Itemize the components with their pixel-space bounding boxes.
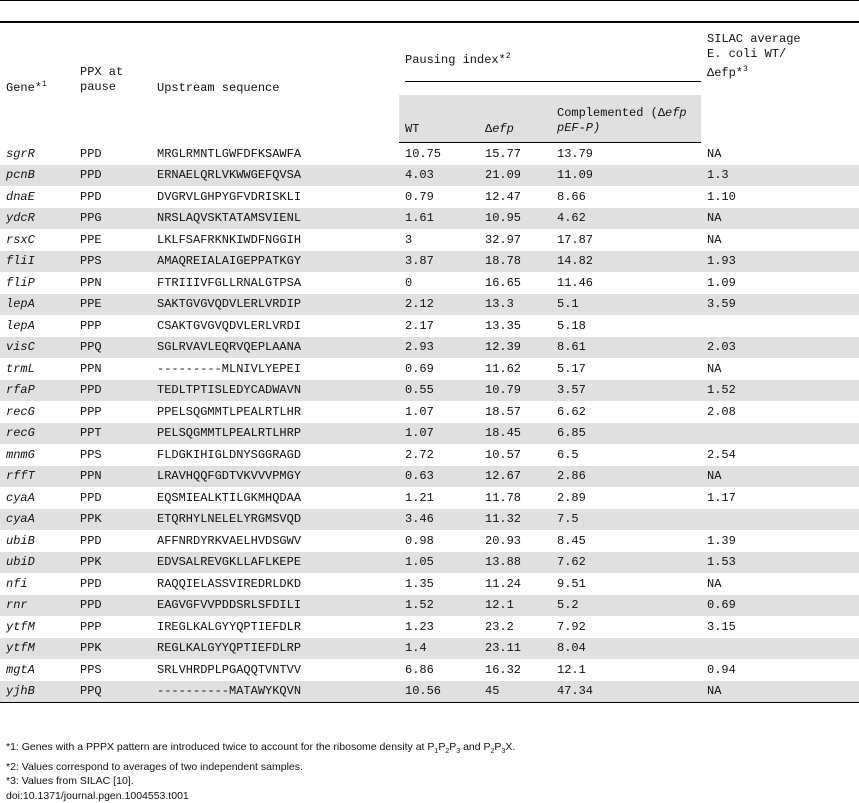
cell-silac — [701, 638, 859, 660]
cell-wt: 1.4 — [399, 638, 479, 660]
cell-comp: 3.57 — [551, 380, 701, 402]
cell-ppx: PPD — [74, 595, 151, 617]
table-row — [0, 530, 859, 552]
cell-defp: 18.45 — [479, 423, 551, 445]
cell-gene: ubiB — [6, 533, 35, 548]
top-rule — [0, 0, 859, 1]
cell-seq: ----------MATAWYKQVN — [151, 681, 399, 703]
table-row — [0, 294, 859, 316]
cell-ppx: PPQ — [74, 681, 151, 703]
cell-wt: 2.72 — [405, 447, 434, 462]
table-row — [0, 272, 859, 294]
cell-gene: lepA — [0, 294, 74, 316]
cell-wt: 1.35 — [405, 576, 434, 591]
cell-seq: ERNAELQRLVKWWGEFQVSA — [151, 165, 399, 187]
cell-defp: 11.32 — [479, 509, 551, 531]
col-silac: SILAC average E. coli WT/ Δefp*$^3$ — [707, 32, 801, 80]
col-complemented: Complemented (Δefp pEF-P) — [551, 95, 701, 143]
cell-ppx: PPP — [80, 318, 102, 333]
cell-comp: 11.09 — [551, 165, 701, 187]
cell-comp: 6.85 — [551, 423, 701, 445]
cell-defp: 16.65 — [485, 275, 522, 290]
cell-gene: rnr — [0, 595, 74, 617]
cell-silac: 1.17 — [707, 490, 736, 505]
cell-gene: ydcR — [0, 208, 74, 230]
table-row — [0, 509, 859, 531]
cell-seq: DVGRVLGHPYGFVDRISKLI — [157, 189, 302, 204]
table-row — [0, 444, 859, 466]
table-row — [0, 573, 859, 595]
cell-ppx: PPE — [80, 232, 102, 247]
cell-seq: CSAKTGVGVQDVLERLVRDI — [157, 318, 302, 333]
cell-wt: 2.93 — [399, 337, 479, 359]
table-row — [0, 401, 859, 423]
cell-comp: 9.51 — [557, 576, 586, 591]
footnote-3: *3: Values from SILAC [10]. — [6, 775, 134, 788]
cell-gene: recG — [0, 423, 74, 445]
cell-ppx: PPE — [74, 294, 151, 316]
cell-defp: 23.2 — [485, 619, 514, 634]
table-row — [0, 165, 859, 187]
cell-silac: NA — [707, 146, 722, 161]
cell-seq: AFFNRDYRKVAELHVDSGWV — [157, 533, 302, 548]
cell-defp: 12.1 — [479, 595, 551, 617]
cell-comp: 14.82 — [551, 251, 701, 273]
cell-ppx: PPD — [80, 490, 102, 505]
cell-ppx: PPK — [74, 638, 151, 660]
cell-gene: mgtA — [6, 662, 35, 677]
cell-comp: 6.62 — [557, 404, 586, 419]
col-defp: Δefp — [479, 95, 551, 143]
cell-seq: EAGVGFVVPDDSRLSFDILI — [151, 595, 399, 617]
cell-comp: 5.17 — [557, 361, 586, 376]
cell-wt: 2.17 — [405, 318, 434, 333]
cell-seq: EQSMIEALKTILGKMHQDAA — [157, 490, 302, 505]
cell-wt: 0.98 — [405, 533, 434, 548]
cell-defp: 12.47 — [485, 189, 522, 204]
cell-comp: 8.04 — [551, 638, 701, 660]
cell-wt: 1.21 — [405, 490, 434, 505]
table-row — [0, 380, 859, 402]
cell-ppx: PPD — [80, 533, 102, 548]
footnote-1: *1: Genes with a PPPX pattern are introduced twice to account for the ribosome density at $P_1P_2P_3$ and $P_2P_3X$. — [6, 741, 516, 756]
cell-wt: 0.55 — [399, 380, 479, 402]
cell-ppx: PPN — [74, 466, 151, 488]
cell-silac: 1.3 — [701, 165, 859, 187]
cell-gene: recG — [6, 404, 35, 419]
col-upstream: Upstream sequence — [157, 80, 280, 95]
cell-silac: 2.03 — [701, 337, 859, 359]
cell-wt: 10.75 — [405, 146, 442, 161]
cell-ppx: PPS — [80, 447, 102, 462]
cell-defp: 13.3 — [479, 294, 551, 316]
cell-seq: SGLRVAVLEQRVQEPLAANA — [151, 337, 399, 359]
cell-gene: pcnB — [0, 165, 74, 187]
cell-defp: 16.32 — [485, 662, 522, 677]
cell-wt: 0.63 — [399, 466, 479, 488]
cell-wt: 3.87 — [399, 251, 479, 273]
cell-comp: 8.61 — [551, 337, 701, 359]
cell-seq: LRAVHQQFGDTVKVVVPMGY — [151, 466, 399, 488]
cell-wt: 1.23 — [405, 619, 434, 634]
cell-comp: 5.1 — [551, 294, 701, 316]
cell-silac: NA — [707, 361, 722, 376]
table-row — [0, 552, 859, 574]
cell-silac — [701, 315, 859, 337]
cell-defp: 32.97 — [485, 232, 522, 247]
col-wt: WT — [399, 95, 479, 143]
table-row — [0, 143, 859, 165]
footnotes — [6, 740, 515, 803]
cell-comp: 2.86 — [551, 466, 701, 488]
cell-ppx: PPK — [74, 509, 151, 531]
cell-wt: 1.05 — [399, 552, 479, 574]
cell-comp: 4.62 — [551, 208, 701, 230]
cell-comp: 8.45 — [557, 533, 586, 548]
cell-comp: 7.5 — [551, 509, 701, 531]
cell-defp: 23.11 — [479, 638, 551, 660]
cell-defp: 10.57 — [485, 447, 522, 462]
cell-seq: NRSLAQVSKTATAMSVIENL — [151, 208, 399, 230]
cell-seq: TEDLTPTISLEDYCADWAVN — [151, 380, 399, 402]
pausing-table — [0, 23, 859, 703]
cell-silac: 1.09 — [707, 275, 736, 290]
cell-seq: AMAQREIALAIGEPPATKGY — [151, 251, 399, 273]
cell-silac: 2.54 — [707, 447, 736, 462]
cell-seq: SAKTGVGVQDVLERLVRDIP — [151, 294, 399, 316]
table-row — [0, 595, 859, 617]
cell-silac: 1.39 — [707, 533, 736, 548]
cell-gene: fliI — [0, 251, 74, 273]
cell-wt: 1.07 — [405, 404, 434, 419]
cell-defp: 13.35 — [485, 318, 522, 333]
cell-gene: ytfM — [0, 638, 74, 660]
cell-ppx: PPD — [74, 380, 151, 402]
cell-defp: 12.67 — [479, 466, 551, 488]
table-row — [0, 681, 859, 703]
cell-wt: 10.56 — [399, 681, 479, 703]
cell-comp: 7.92 — [557, 619, 586, 634]
cell-silac: 1.52 — [701, 380, 859, 402]
cell-silac: NA — [701, 466, 859, 488]
cell-silac: NA — [707, 232, 722, 247]
cell-gene: trmL — [6, 361, 35, 376]
cell-wt: 1.61 — [399, 208, 479, 230]
footnote-2: *2: Values correspond to averages of two independent samples. — [6, 760, 303, 773]
table-row — [0, 616, 859, 638]
cell-silac: 1.53 — [701, 552, 859, 574]
cell-ppx: PPD — [74, 165, 151, 187]
cell-wt: 0.79 — [405, 189, 434, 204]
cell-comp: 7.62 — [551, 552, 701, 574]
cell-silac — [701, 423, 859, 445]
cell-comp: 6.5 — [557, 447, 579, 462]
cell-gene: rsxC — [6, 232, 35, 247]
cell-seq: RAQQIELASSVIREDRLDKD — [157, 576, 302, 591]
cell-gene: cyaA — [6, 490, 35, 505]
cell-seq: PPELSQGMMTLPEALRTLHR — [157, 404, 302, 419]
cell-seq: ---------MLNIVLYEPEI — [157, 361, 302, 376]
cell-comp: 11.46 — [557, 275, 594, 290]
table-row — [0, 229, 859, 251]
cell-wt: 0 — [405, 275, 413, 290]
cell-ppx: PPD — [80, 146, 102, 161]
cell-ppx: PPK — [74, 552, 151, 574]
cell-gene: ytfM — [6, 619, 35, 634]
cell-defp: 20.93 — [485, 533, 522, 548]
cell-defp: 10.95 — [479, 208, 551, 230]
cell-silac: 2.08 — [707, 404, 736, 419]
table-row — [0, 466, 859, 488]
table-row — [0, 659, 859, 681]
cell-defp: 21.09 — [479, 165, 551, 187]
cell-comp: 12.1 — [557, 662, 586, 677]
cell-ppx: PPN — [80, 361, 102, 376]
cell-wt: 0.69 — [405, 361, 434, 376]
cell-seq: FLDGKIHIGLDNYSGGRAGD — [157, 447, 302, 462]
cell-gene: rfaP — [0, 380, 74, 402]
cell-silac — [701, 509, 859, 531]
cell-defp: 18.78 — [479, 251, 551, 273]
cell-defp: 11.24 — [485, 576, 522, 591]
cell-defp: 15.77 — [485, 146, 522, 161]
cell-seq: LKLFSAFRKNKIWDFNGGIH — [157, 232, 302, 247]
cell-gene: visC — [0, 337, 74, 359]
cell-wt: 2.12 — [399, 294, 479, 316]
doi: doi:10.1371/journal.pgen.1004553.t001 — [6, 789, 189, 802]
cell-ppx: PPD — [80, 189, 102, 204]
table-row — [0, 638, 859, 660]
cell-gene: ubiD — [0, 552, 74, 574]
table-row — [0, 251, 859, 273]
cell-gene: lepA — [6, 318, 35, 333]
cell-comp: 2.89 — [557, 490, 586, 505]
cell-gene: mnmG — [6, 447, 35, 462]
cell-silac: 1.10 — [707, 189, 736, 204]
table-row — [0, 337, 859, 359]
table-row — [0, 423, 859, 445]
cell-wt: 3.46 — [399, 509, 479, 531]
col-ppx: PPX at pause — [80, 64, 124, 94]
cell-seq: IREGLKALGYYQPTIEFDLR — [157, 619, 302, 634]
cell-seq: SRLVHRDPLPGAQQTVNTVV — [157, 662, 302, 677]
cell-defp: 13.88 — [479, 552, 551, 574]
cell-seq: MRGLRMNTLGWFDFKSAWFA — [157, 146, 302, 161]
cell-seq: FTRIIIVFGLLRNALGTPSA — [157, 275, 302, 290]
table-row — [0, 358, 859, 380]
cell-defp: 45 — [479, 681, 551, 703]
col-pausing-index: Pausing index*$^2$ — [399, 23, 701, 95]
cell-defp: 11.62 — [485, 361, 522, 376]
cell-silac: 3.59 — [701, 294, 859, 316]
cell-silac: NA — [701, 208, 859, 230]
cell-ppx: PPN — [80, 275, 102, 290]
cell-gene: sgrR — [6, 146, 35, 161]
cell-comp: 13.79 — [557, 146, 594, 161]
cell-ppx: PPP — [80, 404, 102, 419]
cell-comp: 47.34 — [551, 681, 701, 703]
cell-defp: 11.78 — [485, 490, 522, 505]
cell-silac: 3.15 — [707, 619, 736, 634]
cell-wt: 1.07 — [399, 423, 479, 445]
cell-gene: dnaE — [6, 189, 35, 204]
cell-gene: cyaA — [0, 509, 74, 531]
cell-ppx: PPS — [80, 662, 102, 677]
table-row — [0, 315, 859, 337]
cell-ppx: PPD — [80, 576, 102, 591]
cell-silac: 0.69 — [701, 595, 859, 617]
cell-wt: 6.86 — [405, 662, 434, 677]
cell-defp: 10.79 — [479, 380, 551, 402]
cell-silac: 0.94 — [707, 662, 736, 677]
table-row — [0, 487, 859, 509]
cell-comp: 8.66 — [557, 189, 586, 204]
cell-ppx: PPQ — [74, 337, 151, 359]
cell-gene: fliP — [6, 275, 35, 290]
cell-ppx: PPP — [80, 619, 102, 634]
cell-ppx: PPS — [74, 251, 151, 273]
cell-wt: 3 — [405, 232, 413, 247]
cell-gene: yjhB — [0, 681, 74, 703]
cell-comp: 5.18 — [557, 318, 586, 333]
cell-wt: 1.52 — [399, 595, 479, 617]
cell-ppx: PPT — [74, 423, 151, 445]
cell-silac: NA — [707, 576, 722, 591]
col-gene: Gene*$^1$ — [6, 79, 47, 95]
cell-ppx: PPG — [74, 208, 151, 230]
cell-gene: nfi — [6, 576, 28, 591]
cell-silac: 1.93 — [701, 251, 859, 273]
table-body — [0, 143, 859, 703]
table-row — [0, 208, 859, 230]
cell-comp: 5.2 — [551, 595, 701, 617]
cell-gene: rffT — [0, 466, 74, 488]
cell-seq: REGLKALGYYQPTIEFDLRP — [151, 638, 399, 660]
cell-defp: 18.57 — [485, 404, 522, 419]
cell-defp: 12.39 — [479, 337, 551, 359]
cell-silac: NA — [701, 681, 859, 703]
cell-comp: 17.87 — [557, 232, 594, 247]
cell-wt: 4.03 — [399, 165, 479, 187]
table-row — [0, 186, 859, 208]
cell-seq: PELSQGMMTLPEALRTLHRP — [151, 423, 399, 445]
cell-seq: ETQRHYLNELELYRGMSVQD — [151, 509, 399, 531]
cell-seq: EDVSALREVGKLLAFLKEPE — [151, 552, 399, 574]
